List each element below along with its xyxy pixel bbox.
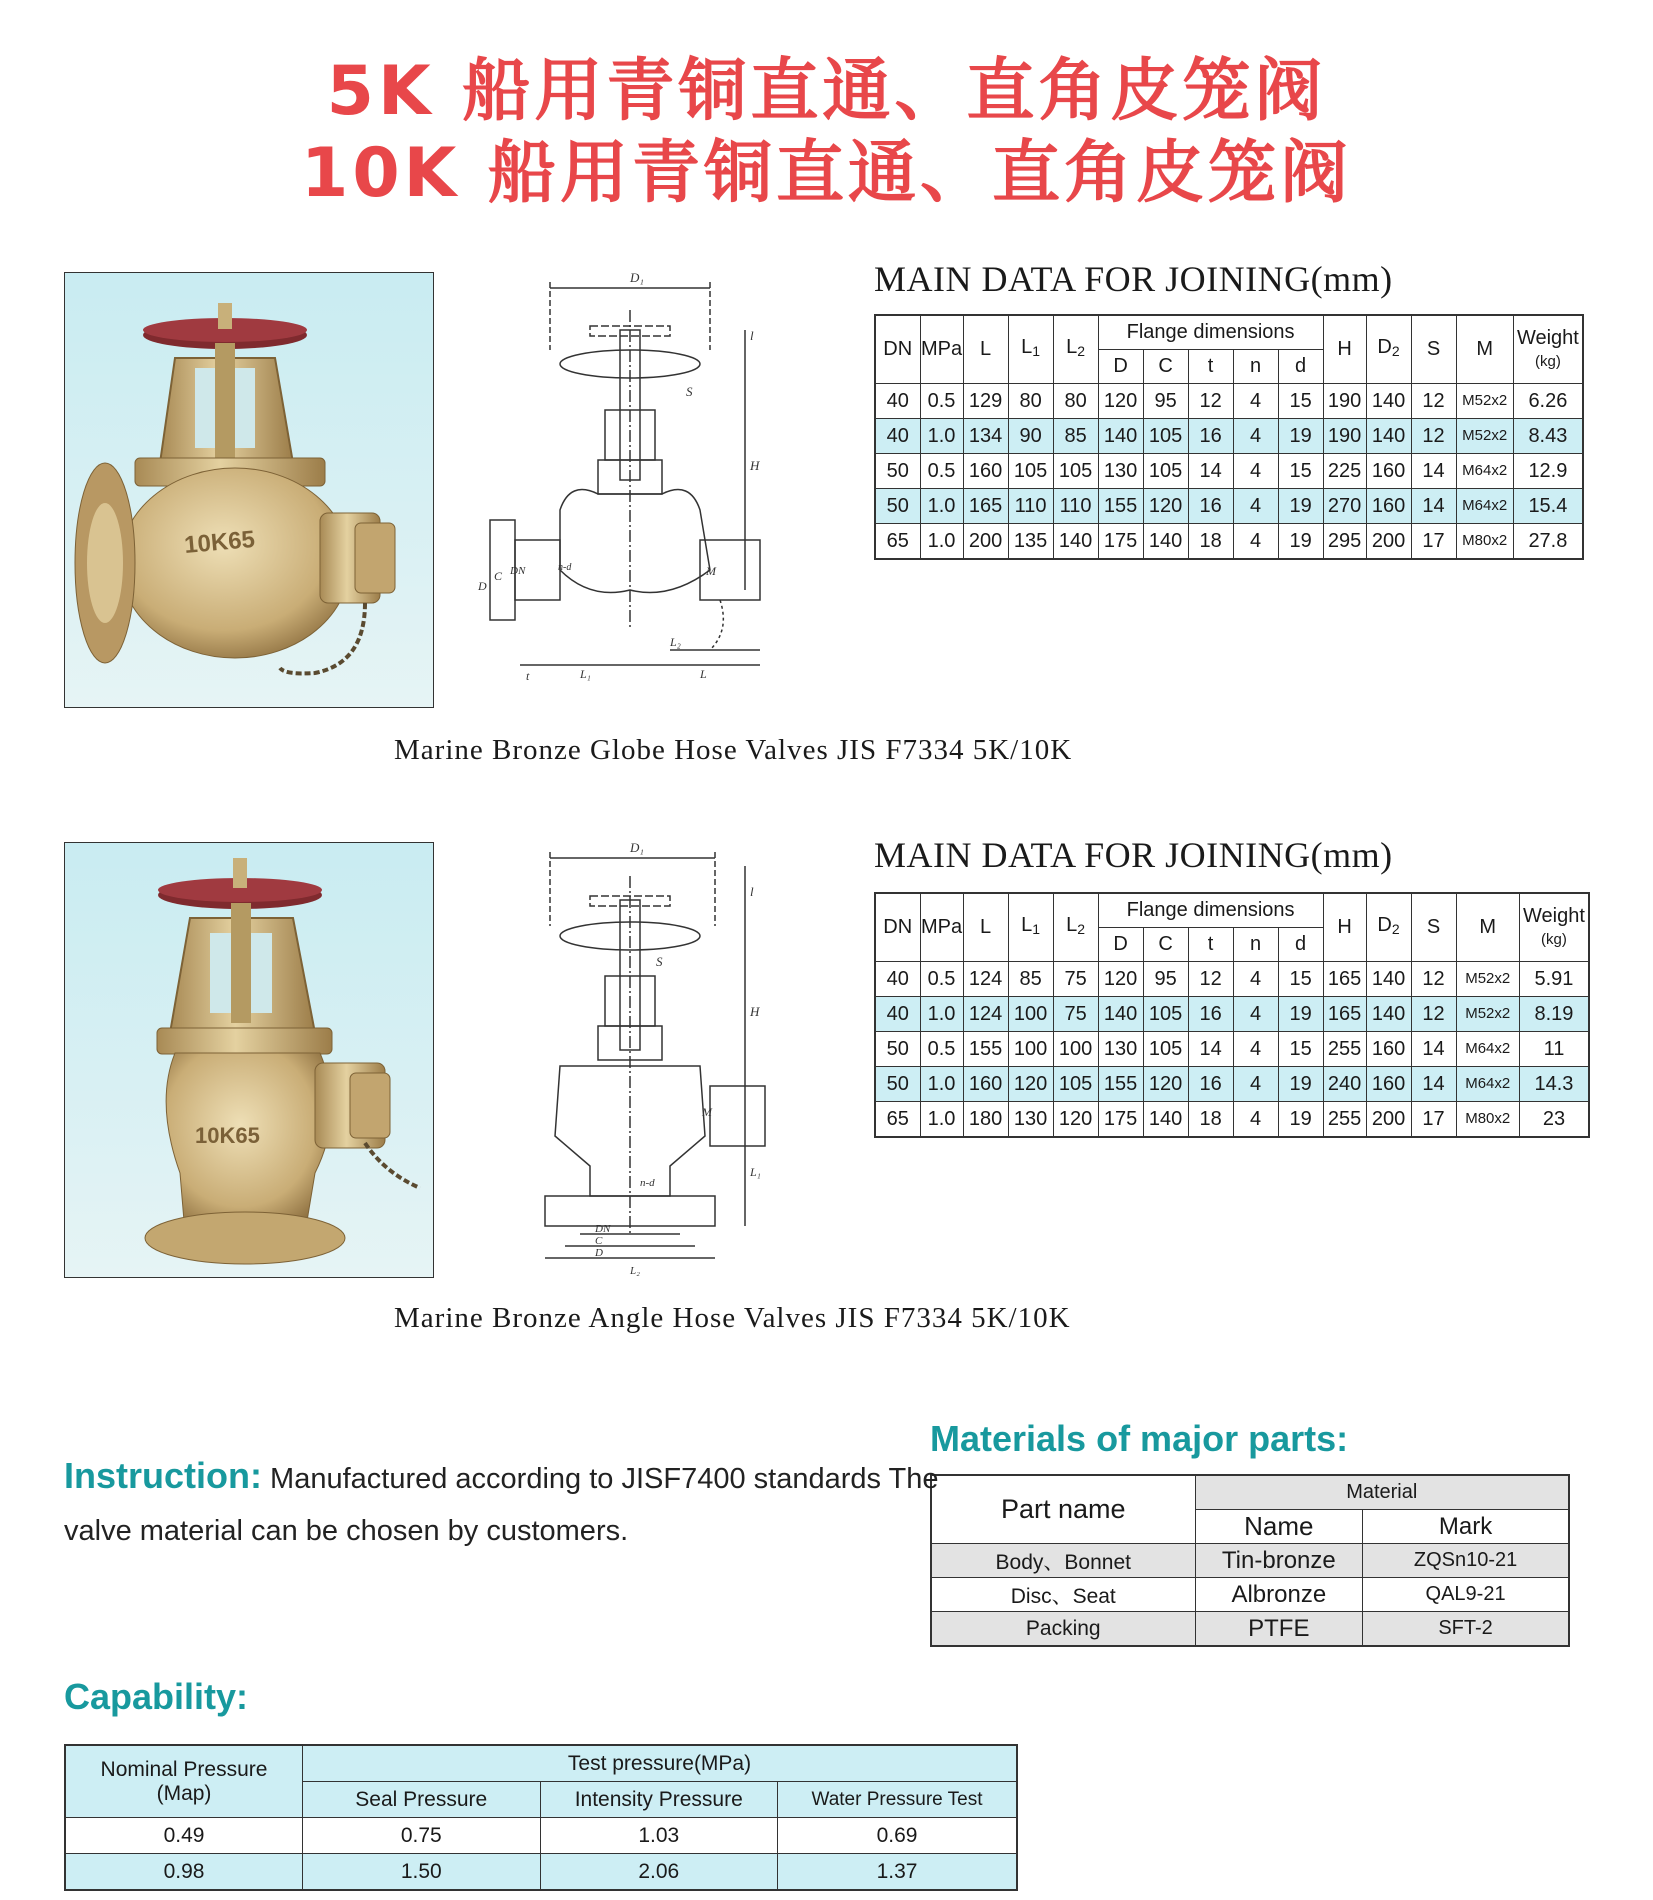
capability-intensity-header: Intensity Pressure (540, 1782, 778, 1818)
table-cell: 0.5 (920, 454, 963, 489)
table-cell: 40 (875, 419, 920, 454)
table-cell: 14 (1411, 454, 1456, 489)
globe-label-l1: L₁ (580, 667, 591, 681)
materials-name-cell: PTFE (1195, 1612, 1363, 1647)
table-cell: 19 (1278, 997, 1323, 1032)
materials-table-body (931, 1544, 1569, 1647)
table-cell: 15 (1278, 454, 1323, 489)
globe-valve-photo (64, 272, 434, 708)
table-cell: 140 (1366, 997, 1411, 1032)
col-header-flange-t: t (1188, 928, 1233, 962)
table-cell: 50 (875, 489, 920, 524)
globe-label-l: l (750, 328, 754, 343)
angle-photo-marking: 10K65 (195, 1123, 260, 1148)
materials-mark-cell: SFT-2 (1363, 1612, 1569, 1647)
table-cell: 11 (1519, 1032, 1589, 1067)
col-header-flange-n: n (1233, 350, 1278, 384)
materials-table (930, 1474, 1570, 1647)
table-cell: 100 (1053, 1032, 1098, 1067)
col-header-flange: Flange dimensions (1098, 893, 1323, 928)
table-cell: 95 (1143, 384, 1188, 419)
angle-label-dn: DN (595, 1223, 611, 1235)
table-cell: 4 (1233, 962, 1278, 997)
table-cell: M80x2 (1456, 1102, 1519, 1138)
table-cell: 14.3 (1519, 1067, 1589, 1102)
table-cell: 100 (1008, 997, 1053, 1032)
col-header-flange-n: n (1233, 928, 1278, 962)
table-cell: 4 (1233, 997, 1278, 1032)
table-cell: 14 (1411, 489, 1456, 524)
table-cell: 110 (1008, 489, 1053, 524)
table-row (875, 997, 1589, 1032)
table-cell: 165 (963, 489, 1008, 524)
globe-label-nd: n-d (558, 562, 572, 573)
table-cell: 19 (1278, 489, 1323, 524)
instruction-heading: Instruction: (64, 1455, 262, 1496)
materials-name-cell: Albronze (1195, 1578, 1363, 1612)
table-cell: 40 (875, 384, 920, 419)
table-cell: 130 (1098, 1032, 1143, 1067)
table-cell: 1.0 (920, 1102, 963, 1138)
angle-label-l2: L₂ (630, 1265, 640, 1276)
table-cell: 140 (1098, 997, 1143, 1032)
table-cell: 12 (1411, 384, 1456, 419)
table-cell: 175 (1098, 1102, 1143, 1138)
globe-data-table (874, 314, 1584, 560)
globe-section-title: MAIN DATA FOR JOINING(mm) (874, 259, 1393, 299)
table-cell: 100 (1008, 1032, 1053, 1067)
table-cell: 105 (1143, 997, 1188, 1032)
table-cell: 120 (1143, 1067, 1188, 1102)
table-cell: M64x2 (1456, 489, 1513, 524)
table-cell: 0.5 (920, 384, 963, 419)
table-row (65, 1854, 1017, 1891)
table-cell: 140 (1366, 962, 1411, 997)
table-cell: 19 (1278, 419, 1323, 454)
capability-seal-cell: 1.50 (303, 1854, 541, 1891)
angle-data-table (874, 892, 1590, 1138)
table-row (875, 419, 1583, 454)
table-row (875, 1067, 1589, 1102)
table-cell: 130 (1008, 1102, 1053, 1138)
table-cell: M80x2 (1456, 524, 1513, 560)
table-row (875, 962, 1589, 997)
globe-photo-marking: 10K65 (183, 525, 256, 559)
table-row (931, 1578, 1569, 1612)
col-header-flange: Flange dimensions (1098, 315, 1323, 350)
table-cell: M64x2 (1456, 1067, 1519, 1102)
table-cell: 15 (1278, 1032, 1323, 1067)
table-cell: M64x2 (1456, 454, 1513, 489)
capability-nominal-cell: 0.49 (65, 1818, 303, 1854)
table-cell: 50 (875, 1032, 920, 1067)
table-cell: 120 (1098, 384, 1143, 419)
table-cell: 200 (963, 524, 1008, 560)
materials-mark-cell: ZQSn10-21 (1363, 1544, 1569, 1578)
angle-label-m: M (702, 1105, 712, 1119)
table-row (875, 489, 1583, 524)
table-cell: 65 (875, 1102, 920, 1138)
col-header-l2: $L_2$ (1053, 315, 1098, 384)
table-row (875, 1032, 1589, 1067)
table-cell: 12.9 (1513, 454, 1583, 489)
col-header-m: M (1456, 315, 1513, 384)
angle-section-title: MAIN DATA FOR JOINING(mm) (874, 835, 1393, 875)
table-cell: 160 (963, 454, 1008, 489)
table-cell: 165 (1323, 962, 1366, 997)
table-cell: M52x2 (1456, 962, 1519, 997)
table-cell: 190 (1323, 384, 1366, 419)
table-cell: 140 (1366, 419, 1411, 454)
angle-table-body (875, 962, 1589, 1138)
table-cell: 4 (1233, 419, 1278, 454)
table-cell: 124 (963, 962, 1008, 997)
angle-label-d: D (595, 1247, 603, 1259)
table-cell: 0.5 (920, 1032, 963, 1067)
table-cell: 16 (1188, 1067, 1233, 1102)
table-cell: 50 (875, 1067, 920, 1102)
table-cell: 90 (1008, 419, 1053, 454)
table-cell: 240 (1323, 1067, 1366, 1102)
col-header-l: L (963, 315, 1008, 384)
capability-water-cell: 0.69 (778, 1818, 1018, 1854)
angle-label-l1: L₁ (750, 1165, 761, 1179)
table-cell: 105 (1053, 454, 1098, 489)
table-cell: 160 (963, 1067, 1008, 1102)
angle-label-c: C (595, 1235, 603, 1247)
table-cell: 155 (1098, 1067, 1143, 1102)
table-cell: 8.19 (1519, 997, 1589, 1032)
col-header-mpa: MPa (920, 315, 963, 384)
table-cell: 135 (1008, 524, 1053, 560)
table-row (875, 524, 1583, 560)
materials-heading: Materials of major parts: (930, 1418, 1349, 1459)
table-cell: 40 (875, 962, 920, 997)
col-header-l1: $L_1$ (1008, 893, 1053, 962)
table-cell: 4 (1233, 454, 1278, 489)
col-header-flange-c: C (1143, 350, 1188, 384)
instruction-block (64, 1450, 964, 1557)
capability-table (64, 1744, 1018, 1891)
table-cell: 225 (1323, 454, 1366, 489)
table-cell: 140 (1098, 419, 1143, 454)
table-cell: 14 (1188, 1032, 1233, 1067)
table-cell: 120 (1053, 1102, 1098, 1138)
table-row (875, 1102, 1589, 1138)
angle-label-h: H (750, 1004, 760, 1019)
table-cell: 16 (1188, 489, 1233, 524)
table-cell: 18 (1188, 1102, 1233, 1138)
col-header-flange-d: D (1098, 350, 1143, 384)
table-cell: 12 (1188, 962, 1233, 997)
table-cell: 134 (963, 419, 1008, 454)
col-header-weight: Weight (kg) (1513, 315, 1583, 384)
table-cell: 255 (1323, 1102, 1366, 1138)
col-header-flange-d: D (1098, 928, 1143, 962)
materials-name-header: Name (1195, 1510, 1363, 1544)
globe-label-h: H (750, 458, 760, 473)
angle-label-s: S (656, 954, 663, 969)
table-cell: 200 (1366, 524, 1411, 560)
table-cell: 15 (1278, 384, 1323, 419)
table-cell: 6.26 (1513, 384, 1583, 419)
table-cell: 270 (1323, 489, 1366, 524)
table-cell: 85 (1053, 419, 1098, 454)
table-row (931, 1612, 1569, 1647)
table-cell: 4 (1233, 1102, 1278, 1138)
angle-valve-drawing (480, 836, 770, 1276)
angle-label-l: l (750, 884, 754, 899)
table-cell: 105 (1143, 419, 1188, 454)
table-cell: 130 (1098, 454, 1143, 489)
table-cell: 105 (1143, 1032, 1188, 1067)
col-header-flange-d-small: d (1278, 928, 1323, 962)
table-cell: 160 (1366, 489, 1411, 524)
capability-water-header: Water Pressure Test (778, 1782, 1018, 1818)
table-cell: 140 (1143, 1102, 1188, 1138)
col-header-d2: $D_2$ (1366, 315, 1411, 384)
table-cell: 12 (1188, 384, 1233, 419)
angle-label-nd: n-d (640, 1177, 655, 1189)
table-cell: 75 (1053, 997, 1098, 1032)
capability-intensity-cell: 1.03 (540, 1818, 778, 1854)
table-cell: 80 (1053, 384, 1098, 419)
table-cell: M52x2 (1456, 997, 1519, 1032)
table-cell: 23 (1519, 1102, 1589, 1138)
table-cell: 1.0 (920, 997, 963, 1032)
col-header-flange-t: t (1188, 350, 1233, 384)
table-cell: 4 (1233, 384, 1278, 419)
table-cell: 160 (1366, 1067, 1411, 1102)
table-cell: 175 (1098, 524, 1143, 560)
table-cell: 5.91 (1519, 962, 1589, 997)
table-cell: 14 (1411, 1067, 1456, 1102)
table-cell: 15.4 (1513, 489, 1583, 524)
table-cell: 140 (1143, 524, 1188, 560)
table-cell: 160 (1366, 1032, 1411, 1067)
angle-caption: Marine Bronze Angle Hose Valves JIS F7334 5K/10K (394, 1302, 1071, 1334)
table-cell: 16 (1188, 997, 1233, 1032)
table-cell: 1.0 (920, 1067, 963, 1102)
instruction-text: Manufactured according to JISF7400 standards The valve material can be chosen by customers. (64, 1463, 939, 1547)
table-cell: 16 (1188, 419, 1233, 454)
capability-nominal-cell: 0.98 (65, 1854, 303, 1891)
table-row (931, 1544, 1569, 1578)
globe-label-c: C (494, 569, 503, 583)
globe-label-d1: D₁ (630, 270, 644, 285)
table-cell: 105 (1008, 454, 1053, 489)
table-cell: 105 (1143, 454, 1188, 489)
table-cell: 85 (1008, 962, 1053, 997)
globe-label-dn: DN (510, 565, 526, 577)
table-cell: 19 (1278, 1102, 1323, 1138)
capability-test-header: Test pressure(MPa) (303, 1745, 1018, 1782)
table-cell: 95 (1143, 962, 1188, 997)
table-cell: 80 (1008, 384, 1053, 419)
table-cell: 17 (1411, 1102, 1456, 1138)
table-cell: 1.0 (920, 419, 963, 454)
table-cell: 124 (963, 997, 1008, 1032)
table-cell: 160 (1366, 454, 1411, 489)
table-cell: 15 (1278, 962, 1323, 997)
globe-label-l2: L₂ (670, 635, 681, 649)
materials-part-cell: Disc、Seat (931, 1578, 1195, 1612)
table-cell: 12 (1411, 962, 1456, 997)
table-cell: 8.43 (1513, 419, 1583, 454)
table-cell: 17 (1411, 524, 1456, 560)
table-cell: 165 (1323, 997, 1366, 1032)
table-cell: 65 (875, 524, 920, 560)
table-row (875, 384, 1583, 419)
globe-valve-illustration (65, 273, 433, 707)
col-header-dn: DN (875, 893, 920, 962)
table-cell: 14 (1411, 1032, 1456, 1067)
table-cell: 4 (1233, 1067, 1278, 1102)
col-header-l1: $L_1$ (1008, 315, 1053, 384)
table-cell: M52x2 (1456, 419, 1513, 454)
table-cell: 19 (1278, 1067, 1323, 1102)
table-cell: 75 (1053, 962, 1098, 997)
capability-seal-header: Seal Pressure (303, 1782, 541, 1818)
col-header-m: M (1456, 893, 1519, 962)
table-cell: 190 (1323, 419, 1366, 454)
globe-valve-drawing (470, 270, 780, 690)
table-cell: 120 (1008, 1067, 1053, 1102)
angle-valve-illustration (65, 843, 433, 1277)
angle-label-d1: D₁ (630, 840, 644, 855)
table-cell: 0.5 (920, 962, 963, 997)
table-row (875, 454, 1583, 489)
col-header-flange-d-small: d (1278, 350, 1323, 384)
globe-label-s: S (686, 384, 693, 399)
globe-label-m: M (706, 564, 716, 578)
table-cell: 105 (1053, 1067, 1098, 1102)
table-cell: 19 (1278, 524, 1323, 560)
table-cell: 1.0 (920, 489, 963, 524)
capability-heading: Capability: (64, 1676, 249, 1717)
col-header-dn: DN (875, 315, 920, 384)
col-header-h: H (1323, 315, 1366, 384)
table-cell: 155 (963, 1032, 1008, 1067)
title-line-1: 5K 船用青铜直通、直角皮笼阀 (326, 52, 1327, 131)
globe-label-big-l: L (700, 667, 707, 681)
table-cell: 110 (1053, 489, 1098, 524)
table-cell: 40 (875, 997, 920, 1032)
materials-mark-cell: QAL9-21 (1363, 1578, 1569, 1612)
table-cell: 255 (1323, 1032, 1366, 1067)
col-header-mpa: MPa (920, 893, 963, 962)
capability-table-body (65, 1818, 1017, 1891)
col-header-s: S (1411, 893, 1456, 962)
globe-label-d: D (478, 579, 487, 593)
col-header-d2: $D_2$ (1366, 893, 1411, 962)
table-cell: 295 (1323, 524, 1366, 560)
col-header-weight: Weight (kg) (1519, 893, 1589, 962)
table-cell: M52x2 (1456, 384, 1513, 419)
table-cell: M64x2 (1456, 1032, 1519, 1067)
table-cell: 12 (1411, 997, 1456, 1032)
table-cell: 120 (1098, 962, 1143, 997)
table-cell: 4 (1233, 489, 1278, 524)
table-cell: 140 (1053, 524, 1098, 560)
table-cell: 155 (1098, 489, 1143, 524)
table-cell: 200 (1366, 1102, 1411, 1138)
materials-part-name-header: Part name (931, 1475, 1195, 1544)
table-cell: 140 (1366, 384, 1411, 419)
table-cell: 120 (1143, 489, 1188, 524)
materials-name-cell: Tin-bronze (1195, 1544, 1363, 1578)
capability-nominal-header: Nominal Pressure (Map) (65, 1745, 303, 1818)
col-header-flange-c: C (1143, 928, 1188, 962)
table-cell: 1.0 (920, 524, 963, 560)
table-cell: 50 (875, 454, 920, 489)
table-cell: 12 (1411, 419, 1456, 454)
materials-material-header: Material (1195, 1475, 1569, 1510)
capability-intensity-cell: 2.06 (540, 1854, 778, 1891)
table-cell: 129 (963, 384, 1008, 419)
capability-water-cell: 1.37 (778, 1854, 1018, 1891)
materials-part-cell: Body、Bonnet (931, 1544, 1195, 1578)
materials-mark-header: Mark (1363, 1510, 1569, 1544)
capability-seal-cell: 0.75 (303, 1818, 541, 1854)
col-header-s: S (1411, 315, 1456, 384)
title-line-2: 10K 船用青铜直通、直角皮笼阀 (301, 134, 1352, 213)
col-header-l2: $L_2$ (1053, 893, 1098, 962)
globe-caption: Marine Bronze Globe Hose Valves JIS F7334 5K/10K (394, 734, 1073, 766)
table-cell: 14 (1188, 454, 1233, 489)
table-cell: 4 (1233, 524, 1278, 560)
globe-table-body (875, 384, 1583, 560)
col-header-h: H (1323, 893, 1366, 962)
angle-valve-photo (64, 842, 434, 1278)
table-cell: 27.8 (1513, 524, 1583, 560)
table-cell: 180 (963, 1102, 1008, 1138)
table-row (65, 1818, 1017, 1854)
globe-label-t: t (526, 669, 530, 683)
col-header-l: L (963, 893, 1008, 962)
materials-part-cell: Packing (931, 1612, 1195, 1647)
table-cell: 18 (1188, 524, 1233, 560)
table-cell: 4 (1233, 1032, 1278, 1067)
